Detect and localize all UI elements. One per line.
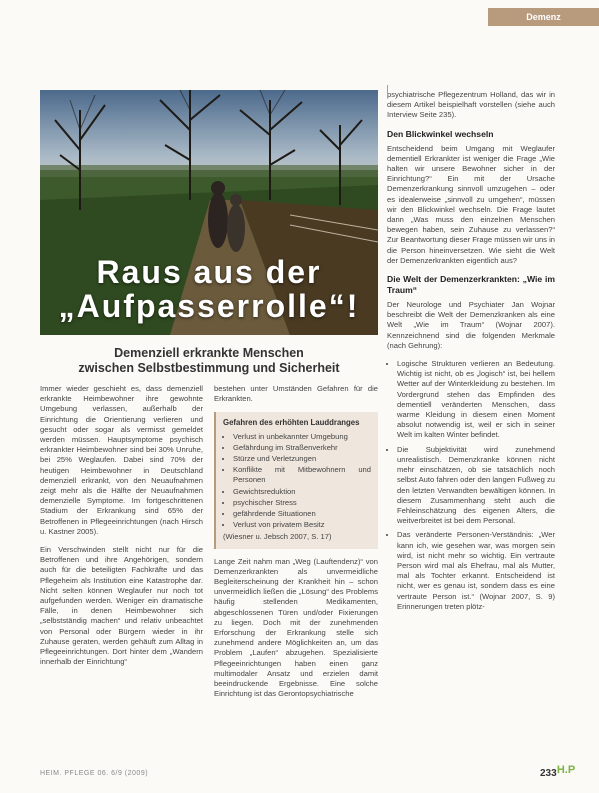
- info-box-title: Gefahren des erhöhten Lauddranges: [223, 418, 360, 428]
- list-item: • Logische Strukturen verlieren an Bedeutung. Wichtig ist nicht, ob es „logisch“ ist, bei hellem Wetter auf der Winterkleidung zu bestehen. Im Vordergrund stehen das Empfinden des dementiell veränderten Menschen, dass warme Kleidung in diesem einen Moment absolut notwendig ist, weil er sich in seiner Welt im kalten Winter befindet.: [397, 359, 555, 441]
- title-line-1: Raus aus der: [96, 254, 322, 290]
- paragraph: Ein Verschwinden stellt nicht nur für die Betroffenen und ihre Angehörigen, sondern auch für die beteiligten Fachkräfte und das Pflegeheim als Institution eine Katastrophe dar. Nicht selten können Weglaufer nur noch tot aufgefunden werden. Weniger ein dramatische Fälle, in denen Heimbewohner sich „selbstständig machen“ und relativ unbeachtet von Personal oder Bürgern wieder in ihr Zuhause geraten, werden gehäuft zum Alltag in Pflegeeinrichtungen. Dort hinter dem „Wandern innerhalb der Einrichtung“: [40, 545, 203, 667]
- column-3: [387, 90, 555, 618]
- logo-text: H.P: [556, 764, 576, 776]
- list-item: • Das veränderte Personen-Verständnis: „Wer kann ich, wie gesehen war, was morgen sein wird, ist nicht mehr so wichtig. Ein vertraute Person wird mal als Ehefrau, mal als Mutter, mal als Tochter erkannt. Entscheidend ist nicht, wer es genau ist, sondern dass es eine vertraute Person ist.“ (Wojnar 2007, S. 9) Erinnerungen treten plötz-: [397, 530, 555, 612]
- info-box-list: [223, 432, 371, 531]
- list-item: • Stürze und Verletzungen: [233, 454, 371, 464]
- subtitle-line-1: Demenziell erkrankte Menschen: [114, 346, 304, 360]
- section-heading: Den Blickwinkel wechseln: [387, 128, 494, 139]
- list-item: • gefährdende Situationen: [233, 509, 371, 519]
- info-box-source: (Wiesner u. Jebsch 2007, S. 17): [223, 532, 332, 542]
- article-subtitle: [40, 346, 378, 376]
- paragraph: psychiatrische Pflegezentrum Holland, das wir in diesem Artikel beispielhaft vorstellen (siehe auch Interview Seite 235).: [387, 90, 555, 120]
- page-number: 233: [540, 768, 557, 779]
- list-item: • psychischer Stress: [233, 498, 371, 508]
- list-item: • Verlust in unbekannter Umgebung: [233, 432, 371, 442]
- paragraph: bestehen unter Umständen Gefahren für die Erkrankten.: [214, 384, 378, 404]
- bullet-list: [387, 359, 555, 612]
- journal-footer: HEIM. PFLEGE 06. 6/9 (2009): [40, 770, 149, 777]
- list-item: • Gefährdung im Straßenverkehr: [233, 443, 371, 453]
- section-tag: Demenz: [488, 8, 599, 26]
- list-item: • Verlust von privatem Besitz: [233, 520, 371, 530]
- list-item: • Konflikte mit Mitbewohnern und Personen: [233, 465, 371, 485]
- info-box: [214, 412, 378, 548]
- paragraph: Entscheidend beim Umgang mit Weglaufer dementiell Erkrankter ist weniger die Frage „Wie halten wir unsere Bewohner sicher in der Einrichtung?“ Ein mit der Ursache Demenzerkrankung sinnvoll umzugehen – oder es idealerweise „sinnvoll zu umgehen“, müssen wir den Blickwinkel wechseln. Die Frage lautet dann „Was muss den einzelnen Menschen bewegen haben, sein Zuhause zu verlassen?“ Zur Beantwortung dieser Frage müssen wir uns in die Person hineinversetzen. Wie sieht die Welt der Demenzerkrankten eigentlich aus?: [387, 143, 555, 265]
- list-item: • Gewichtsreduktion: [233, 487, 371, 497]
- paragraph: Der Neurologe und Psychiater Jan Wojnar beschreibt die Welt der Demenzkranken als eine Welt „Wie im Traum“ (Wojnar 2007). Kennzeichnend sind die folgenden Merkmale (nach Gehrung):: [387, 300, 555, 350]
- subtitle-line-2: zwischen Selbstbestimmung und Sicherheit: [78, 361, 340, 375]
- paragraph: Immer wieder geschieht es, dass demenziell erkrankte Heimbewohner ihre gewohnte Umgebung verlassen, außerhalb der Einrichtung die Orientierung verlieren und gesucht oder sogar als vermisst gemeldet werden müssen. Hauptsymptome psychisch erkrankter Heimbewohner sind bei 30% Unruhe, bei 25% Weglaufen. Dabei sind 70% der heutigen Heimbewohner in Deutschland demenziell erkrankt, von den Neuaufnahmen zeigt mehr als die Hälfte der Neuaufnahmen demenzielle Symptome. Im fortgeschrittenen Stadium der Erkrankung sind 65% der Betroffenen in Pflegeeinrichtungen (nach Hirsch u. Kastner 2005).: [40, 384, 203, 536]
- column-2: [214, 384, 378, 707]
- list-item: • Die Subjektivität wird zunehmend unrealistisch. Demenzkranke können nicht mehr einschätzen, ob sie tatsächlich noch selbst Auto fahren oder den langen Fußweg zu den letzten Verwandten bewältigen können. In diesem Zusammenhang steht auch die Fehleinschätzung des eigenen Alters, die weitverbreitet ist bei dem Personal.: [397, 445, 555, 527]
- article-title: [40, 255, 378, 323]
- publisher-logo: [557, 763, 575, 777]
- paragraph: Lange Zeit nahm man „Weg (Lauftendenz)“ von Demenzerkrankten als unvermeidliche Begleiterscheinung der Krankheit hin – schon unvermeidlich ließen die „Lösung“ des Problems häufig stellenden Medikamenten, abgeschlossenen Türen und/oder Fixierungen zu liegen. Doch mit der zunehmenden Erforschung der Erkrankung stelle sich zunehmend andere Möglichkeiten an, um das Problem „Laufen“ abzugehen. Spezialisierte Pflegeeinrichtungen haben einen ganz multimodaler Ansatz und erzielen damit beeindruckende Ergebnisse. Eine solche Einrichtung ist das Gerontopsychiatrische: [214, 556, 378, 699]
- section-heading: Die Welt der Demenzerkrankten: „Wie im Traum“: [387, 274, 555, 296]
- column-1: [40, 384, 203, 675]
- title-line-2: „Aufpasserrolle“!: [58, 288, 360, 324]
